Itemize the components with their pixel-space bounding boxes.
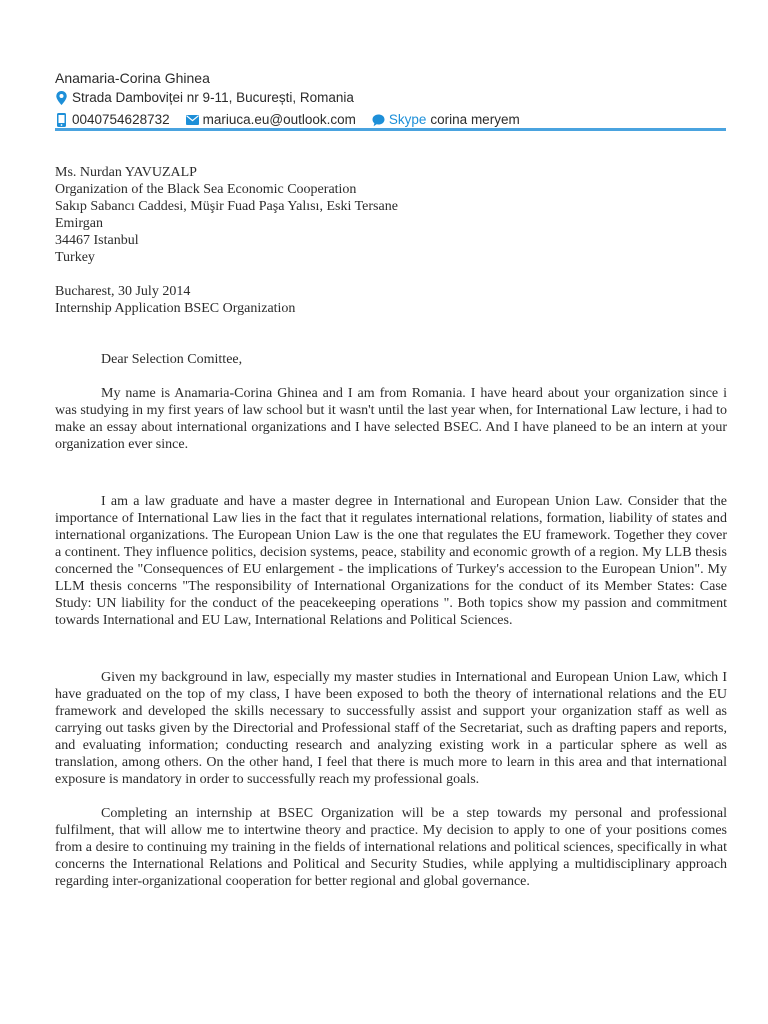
phone-icon [55, 112, 68, 128]
map-pin-icon [55, 90, 68, 106]
sender-phone: 0040754628732 [72, 112, 170, 127]
header-divider [55, 128, 726, 131]
sender-address: Strada Damboviței nr 9-11, București, Romania [72, 90, 354, 105]
skype-id: corina meryem [430, 112, 520, 127]
salutation: Dear Selection Comittee, [101, 352, 243, 367]
skype-label: Skype [388, 112, 427, 127]
sender-name: Anamaria-Corina Ghinea [55, 70, 210, 86]
letter-header [55, 68, 727, 130]
letter-body [55, 164, 727, 890]
recipient-postal-city: 34467 Istanbul [55, 233, 139, 248]
chat-bubble-icon [372, 112, 385, 128]
address-row [55, 88, 727, 108]
paragraph-experience: Given my background in law, especially my master studies in International and European Union Law, which I have graduated on the top of my class, I have been exposed to both the theory of international relations and the EU framework and developed the skills necessary to successfully assist and support your organization staff as well as carrying out tasks given by the Directorial and Professional staff of the Secretariat, such as drafting papers and reports, and evaluating information; conducting research and analyzing existing work in a particular sphere as well as translation, among others. On the other hand, I feel that there is much more to learn in this area and that international exposure is mandatory in order to successfully reach my professional goals. [55, 670, 727, 787]
sender-email[interactable]: mariuca.eu@outlook.com [202, 112, 356, 127]
recipient-organization: Organization of the Black Sea Economic Cooperation [55, 182, 357, 197]
paragraph-intro: My name is Anamaria-Corina Ghinea and I am from Romania. I have heard about your organization since i was studying in my first years of law school but it wasn't until the last year when, for International Law lecture, i had to make an essay about international organizations and I have selected BSEC. And I have planeed to be an intern at your organization ever since. [55, 386, 727, 452]
subject-line: Internship Application BSEC Organization [55, 301, 296, 316]
recipient-country: Turkey [55, 250, 95, 265]
paragraph-background: I am a law graduate and have a master degree in International and European Union Law. Consider that the importance of International Law lies in the fact that it regulates international relations, formation, liability of states and international organizations. The European Union Law is the one that regulates the EU framework. Together they cover a continent. They influence politics, decision systems, peace, stability and economic growth of a region. My LLB thesis concerned the "Consequences of EU enlargement - the implications of Turkey's accession to the European Union". My LLM thesis concerns "The responsibility of International Organizations for the conduct of its Member States: Case Study: UN liability for the conduct of the peacekeeping operations ". Both topics show my passion and commitment towards International and EU Law, International Relations and Political Sciences. [55, 494, 727, 628]
place-date: Bucharest, 30 July 2014 [55, 284, 191, 299]
recipient-name: Ms. Nurdan YAVUZALP [55, 165, 197, 180]
recipient-district: Emirgan [55, 216, 103, 231]
paragraph-motivation: Completing an internship at BSEC Organization will be a step towards my personal and professional fulfilment, that will allow me to intertwine theory and practice. My decision to apply to one of your positions comes from a desire to continuing my training in the fields of international relations and political sciences, specifically in what concerns the International Relations and Political and Security Studies, while applying a multidisciplinary approach regarding inter-organizational cooperation for better regional and global governance. [55, 806, 727, 889]
envelope-icon [186, 112, 199, 128]
contact-row [55, 110, 727, 130]
recipient-block [55, 164, 727, 266]
recipient-street: Sakıp Sabancı Caddesi, Müşir Fuad Paşa Yalısı, Eski Tersane [55, 199, 398, 214]
